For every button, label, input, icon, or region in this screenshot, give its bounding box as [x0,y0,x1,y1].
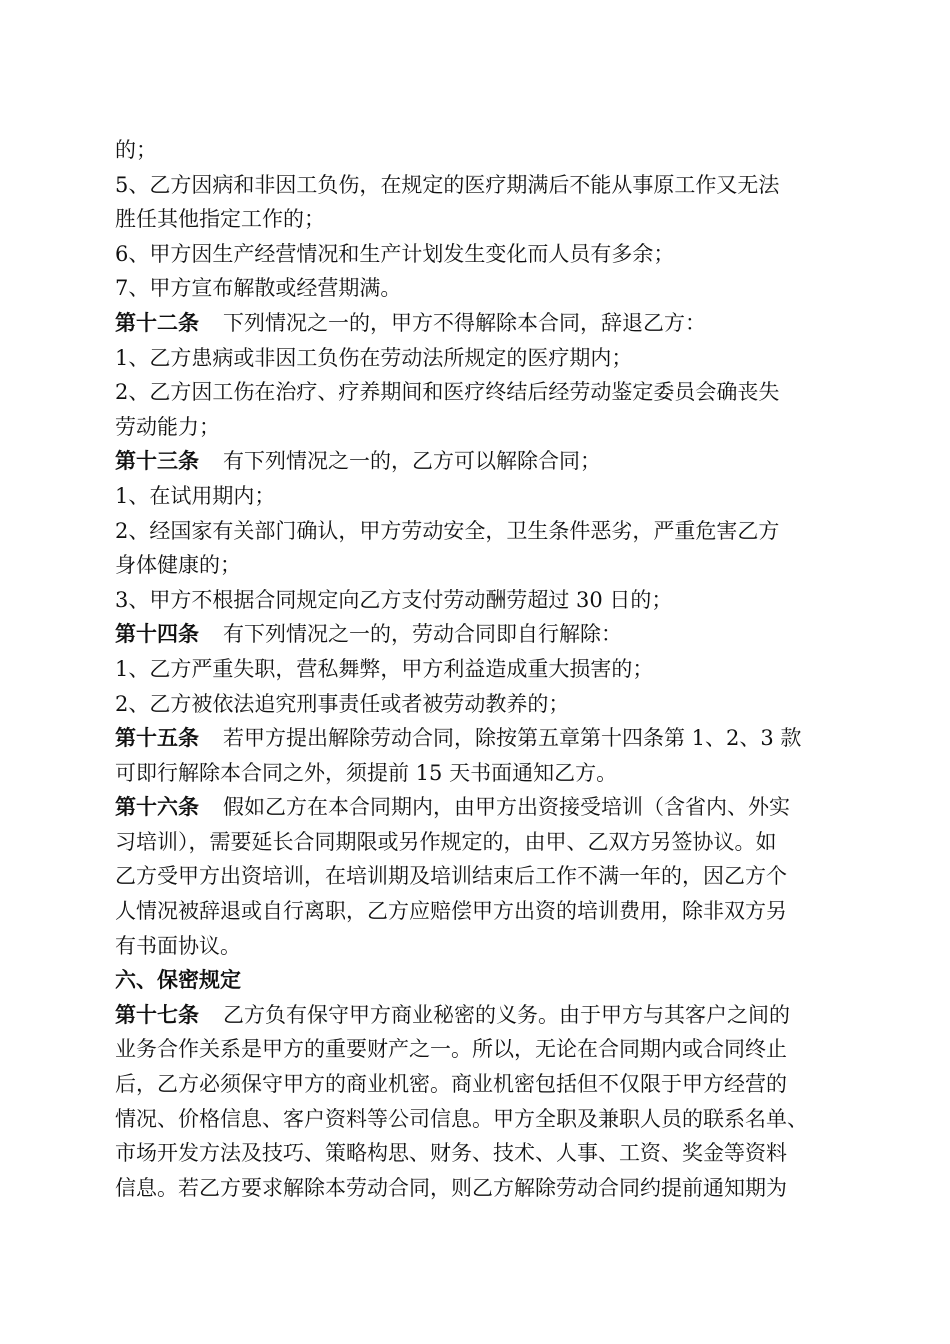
line-text: 后，乙方必须保守甲方的商业机密。商业机密包括但不仅限于甲方经营的 [115,1072,787,1097]
article-heading: 第十五条 [115,726,199,751]
line-text: 信息。若乙方要求解除本劳动合同，则乙方解除劳动合同约提前通知期为 [115,1175,787,1200]
text-line [115,1102,835,1137]
text-line [115,479,835,514]
text-line [115,652,835,687]
line-text: 1、乙方患病或非因工负伤在劳动法所规定的医疗期内； [115,345,633,370]
line-text: 5、乙方因病和非因工负伤，在规定的医疗期满后不能从事原工作又无法 [115,172,780,197]
line-text: 胜任其他指定工作的； [115,207,325,232]
text-line [115,202,835,237]
line-text: 1、乙方严重失职，营私舞弊，甲方利益造成重大损害的； [115,656,654,681]
article-heading: 六、保密规定 [115,968,241,993]
line-text: 有书面协议。 [115,933,241,958]
line-text: 可即行解除本合同之外，须提前 15 天书面通知乙方。 [115,760,618,785]
text-line [115,1136,835,1171]
text-line [115,1171,835,1206]
article-heading: 第十三条 [115,449,199,474]
article-heading: 第十六条 [115,795,199,820]
article-heading: 第十七条 [115,1002,199,1027]
line-text: 人情况被辞退或自行离职，乙方应赔偿甲方出资的培训费用，除非双方另 [115,899,787,924]
text-line [115,825,835,860]
line-text: 3、甲方不根据合同规定向乙方支付劳动酬劳超过 30 日的； [115,587,673,612]
text-line [115,271,835,306]
document-body [115,133,835,1205]
line-text: 乙方受甲方出资培训，在培训期及培训结束后工作不满一年的，因乙方个 [115,864,787,889]
text-line [115,444,835,479]
text-line [115,133,835,168]
line-text: 市场开发方法及技巧、策略构思、财务、技术、人事、工资、奖金等资料 [115,1141,787,1166]
line-text: 劳动能力； [115,414,220,439]
line-text: 乙方负有保守甲方商业秘密的义务。由于甲方与其客户之间的 [223,1002,790,1027]
text-line [115,341,835,376]
text-line [115,859,835,894]
text-line [115,929,835,964]
text-line [115,306,835,341]
text-line [115,617,835,652]
text-line [115,410,835,445]
line-text: 假如乙方在本合同期内，由甲方出资接受培训（含省内、外实 [223,795,790,820]
line-text: 2、乙方被依法追究刑事责任或者被劳动教养的； [115,691,570,716]
line-text: 有下列情况之一的，乙方可以解除合同； [223,449,601,474]
text-line [115,168,835,203]
article-heading: 第十四条 [115,622,199,647]
line-text: 业务合作关系是甲方的重要财产之一。所以，无论在合同期内或合同终止 [115,1037,787,1062]
line-text: 6、甲方因生产经营情况和生产计划发生变化而人员有多余； [115,241,675,266]
line-text: 情况、价格信息、客户资料等公司信息。甲方全职及兼职人员的联系名单、 [115,1106,808,1131]
text-line [115,687,835,722]
line-text: 有下列情况之一的，劳动合同即自行解除： [223,622,622,647]
article-heading: 第十二条 [115,310,199,335]
text-line [115,1067,835,1102]
text-line [115,998,835,1033]
text-line [115,583,835,618]
text-line [115,721,835,756]
text-line [115,375,835,410]
text-line [115,1032,835,1067]
line-text: 1、在试用期内； [115,483,276,508]
text-line [115,237,835,272]
line-text: 的； [115,138,157,162]
text-line [115,894,835,929]
line-text: 2、经国家有关部门确认，甲方劳动安全，卫生条件恶劣，严重危害乙方 [115,518,780,543]
line-text: 7、甲方宣布解散或经营期满。 [115,276,402,301]
line-text: 习培训），需要延长合同期限或另作规定的，由甲、乙双方另签协议。如 [115,829,777,854]
text-line [115,790,835,825]
text-line [115,548,835,583]
line-text: 若甲方提出解除劳动合同，除按第五章第十四条第 1、2、3 款 [223,726,802,751]
text-line [115,756,835,791]
line-text: 2、乙方因工伤在治疗、疗养期间和医疗终结后经劳动鉴定委员会确丧失 [115,380,780,405]
text-line [115,963,835,998]
text-line [115,514,835,549]
line-text: 身体健康的； [115,553,241,578]
line-text: 下列情况之一的，甲方不得解除本合同，辞退乙方： [223,310,706,335]
